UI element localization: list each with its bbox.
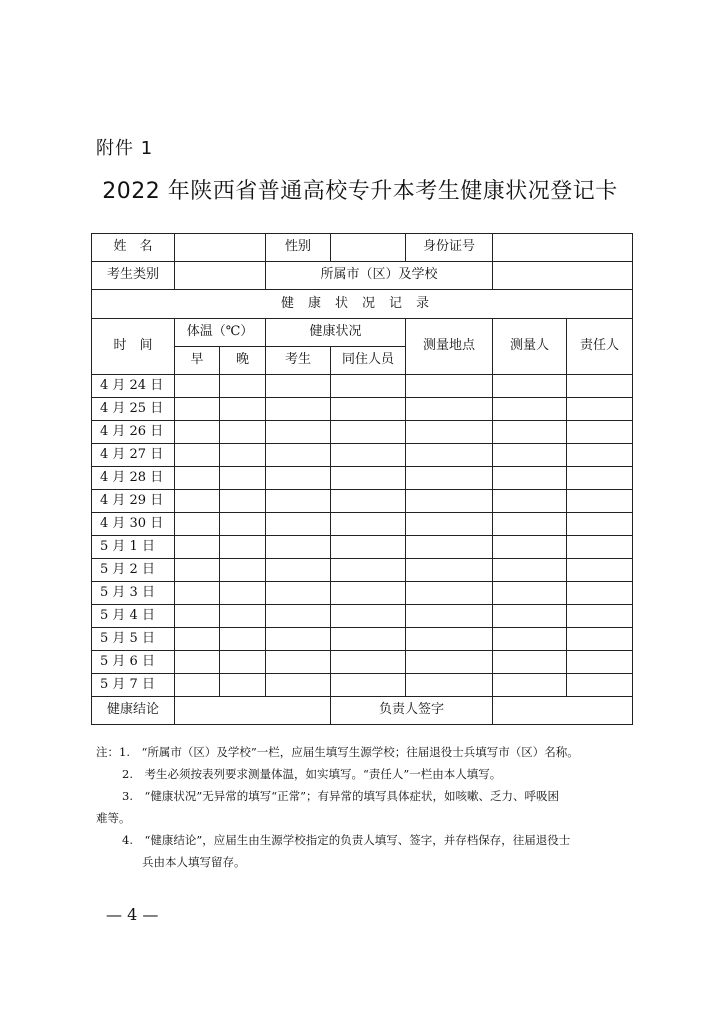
- note-4-cont: 兵由本人填写留存。: [142, 855, 246, 869]
- morning-temp-cell[interactable]: [175, 444, 220, 467]
- location-cell[interactable]: [406, 444, 493, 467]
- table-row: [92, 375, 633, 398]
- note-4: 4. “健康结论”，应届生由生源学校指定的负责人填写、签字，并存档保存，往届退役士: [122, 833, 571, 847]
- morning-temp-cell[interactable]: [175, 421, 220, 444]
- responsible-cell[interactable]: [567, 375, 633, 398]
- morning-temp-cell[interactable]: [175, 651, 220, 674]
- conclusion-label: 健康结论: [92, 697, 175, 725]
- evening-temp-cell[interactable]: [220, 398, 266, 421]
- measurer-cell[interactable]: [493, 513, 567, 536]
- responsible-cell[interactable]: [567, 490, 633, 513]
- location-cell[interactable]: [406, 375, 493, 398]
- date-cell: 4 月 25 日: [92, 398, 175, 421]
- table-row: [92, 605, 633, 628]
- location-cell[interactable]: [406, 651, 493, 674]
- cohabitant-health-cell[interactable]: [331, 536, 406, 559]
- date-rows: [92, 375, 633, 697]
- school-label: 所属市（区）及学校: [266, 262, 493, 290]
- responsible-cell[interactable]: [567, 559, 633, 582]
- location-cell[interactable]: [406, 398, 493, 421]
- examinee-health-cell[interactable]: [266, 375, 331, 398]
- measurer-cell[interactable]: [493, 421, 567, 444]
- measurer-cell[interactable]: [493, 490, 567, 513]
- responsible-cell[interactable]: [567, 674, 633, 697]
- examinee-health-cell[interactable]: [266, 490, 331, 513]
- health-status-label: 健康状况: [266, 319, 406, 347]
- morning-temp-cell[interactable]: [175, 467, 220, 490]
- attachment-label: 附件 1: [96, 138, 154, 159]
- table-row: [92, 490, 633, 513]
- examinee-health-cell[interactable]: [266, 467, 331, 490]
- location-cell[interactable]: [406, 490, 493, 513]
- measurer-cell[interactable]: [493, 375, 567, 398]
- cohabitant-health-cell[interactable]: [331, 628, 406, 651]
- category-cell[interactable]: [175, 262, 266, 290]
- location-label: 测量地点: [406, 319, 493, 375]
- id-cell[interactable]: [493, 234, 633, 262]
- note-3-cont: 难等。: [96, 811, 131, 825]
- measurer-cell[interactable]: [493, 582, 567, 605]
- table-row: [92, 444, 633, 467]
- note-1: 注：1. “所属市（区）及学校”一栏，应届生填写生源学校；往届退役士兵填写市（区）名称。: [96, 745, 579, 759]
- note-3: 3. “健康状况”无异常的填写“正常”；有异常的填写具体症状，如咳嗽、乏力、呼吸困: [122, 789, 559, 803]
- evening-temp-cell[interactable]: [220, 490, 266, 513]
- cohabitant-health-cell[interactable]: [331, 490, 406, 513]
- cohabitant-label: 同住人员: [331, 347, 406, 375]
- table-row: [92, 674, 633, 697]
- name-label: 姓 名: [92, 234, 175, 262]
- time-label: 时 间: [92, 319, 175, 375]
- cohabitant-health-cell[interactable]: [331, 651, 406, 674]
- morning-temp-cell[interactable]: [175, 674, 220, 697]
- responsible-cell[interactable]: [567, 513, 633, 536]
- name-cell[interactable]: [175, 234, 266, 262]
- measurer-cell[interactable]: [493, 467, 567, 490]
- morning-temp-cell[interactable]: [175, 582, 220, 605]
- cohabitant-health-cell[interactable]: [331, 582, 406, 605]
- examinee-health-cell[interactable]: [266, 628, 331, 651]
- evening-temp-cell[interactable]: [220, 375, 266, 398]
- responsible-cell[interactable]: [567, 467, 633, 490]
- evening-label: 晚: [220, 347, 266, 375]
- measurer-cell[interactable]: [493, 536, 567, 559]
- table-row: [92, 628, 633, 651]
- table-row: [92, 421, 633, 444]
- examinee-health-cell[interactable]: [266, 536, 331, 559]
- table-row: [92, 467, 633, 490]
- measurer-cell[interactable]: [493, 651, 567, 674]
- temperature-label: 体温（℃）: [175, 319, 266, 347]
- evening-temp-cell[interactable]: [220, 536, 266, 559]
- record-header: 健康状况记录: [92, 290, 633, 319]
- responsible-cell[interactable]: [567, 536, 633, 559]
- location-cell[interactable]: [406, 421, 493, 444]
- location-cell[interactable]: [406, 559, 493, 582]
- table-row: [92, 513, 633, 536]
- location-cell[interactable]: [406, 536, 493, 559]
- examinee-label: 考生: [266, 347, 331, 375]
- responsible-cell[interactable]: [567, 605, 633, 628]
- evening-temp-cell[interactable]: [220, 444, 266, 467]
- location-cell[interactable]: [406, 582, 493, 605]
- id-label: 身份证号: [406, 234, 493, 262]
- examinee-health-cell[interactable]: [266, 674, 331, 697]
- cohabitant-health-cell[interactable]: [331, 467, 406, 490]
- date-cell: 5 月 3 日: [92, 582, 175, 605]
- measurer-cell[interactable]: [493, 605, 567, 628]
- measurer-label: 测量人: [493, 319, 567, 375]
- page-title: 2022 年陕西省普通高校专升本考生健康状况登记卡: [102, 179, 618, 204]
- date-cell: 4 月 27 日: [92, 444, 175, 467]
- signature-label: 负责人签字: [331, 697, 493, 725]
- date-cell: 5 月 2 日: [92, 559, 175, 582]
- school-cell[interactable]: [493, 262, 633, 290]
- responsible-cell[interactable]: [567, 651, 633, 674]
- evening-temp-cell[interactable]: [220, 605, 266, 628]
- cohabitant-health-cell[interactable]: [331, 398, 406, 421]
- morning-temp-cell[interactable]: [175, 490, 220, 513]
- examinee-health-cell[interactable]: [266, 513, 331, 536]
- page-number: — 4 —: [106, 905, 159, 924]
- responsible-cell[interactable]: [567, 444, 633, 467]
- measurer-cell[interactable]: [493, 444, 567, 467]
- morning-label: 早: [175, 347, 220, 375]
- cohabitant-health-cell[interactable]: [331, 444, 406, 467]
- location-cell[interactable]: [406, 628, 493, 651]
- date-cell: 5 月 1 日: [92, 536, 175, 559]
- cohabitant-health-cell[interactable]: [331, 559, 406, 582]
- evening-temp-cell[interactable]: [220, 421, 266, 444]
- location-cell[interactable]: [406, 674, 493, 697]
- date-cell: 4 月 26 日: [92, 421, 175, 444]
- responsible-cell[interactable]: [567, 628, 633, 651]
- measurer-cell[interactable]: [493, 559, 567, 582]
- notes: [96, 741, 636, 873]
- table-row: [92, 398, 633, 421]
- cohabitant-health-cell[interactable]: [331, 513, 406, 536]
- examinee-health-cell[interactable]: [266, 398, 331, 421]
- date-cell: 5 月 7 日: [92, 674, 175, 697]
- table-row: [92, 536, 633, 559]
- morning-temp-cell[interactable]: [175, 605, 220, 628]
- morning-temp-cell[interactable]: [175, 536, 220, 559]
- note-2: 2. 考生必须按表列要求测量体温，如实填写。“责任人”一栏由本人填写。: [122, 767, 502, 781]
- cohabitant-health-cell[interactable]: [331, 605, 406, 628]
- location-cell[interactable]: [406, 467, 493, 490]
- cohabitant-health-cell[interactable]: [331, 375, 406, 398]
- gender-cell[interactable]: [331, 234, 406, 262]
- cohabitant-health-cell[interactable]: [331, 421, 406, 444]
- evening-temp-cell[interactable]: [220, 513, 266, 536]
- date-cell: 4 月 24 日: [92, 375, 175, 398]
- table-row: [92, 559, 633, 582]
- measurer-cell[interactable]: [493, 398, 567, 421]
- health-registration-table: [91, 233, 633, 725]
- examinee-health-cell[interactable]: [266, 421, 331, 444]
- examinee-health-cell[interactable]: [266, 582, 331, 605]
- measurer-cell[interactable]: [493, 628, 567, 651]
- conclusion-cell[interactable]: [175, 697, 331, 725]
- responsible-cell[interactable]: [567, 582, 633, 605]
- evening-temp-cell[interactable]: [220, 674, 266, 697]
- date-cell: 5 月 4 日: [92, 605, 175, 628]
- date-cell: 5 月 5 日: [92, 628, 175, 651]
- responsible-cell[interactable]: [567, 421, 633, 444]
- morning-temp-cell[interactable]: [175, 628, 220, 651]
- morning-temp-cell[interactable]: [175, 398, 220, 421]
- date-cell: 4 月 29 日: [92, 490, 175, 513]
- cohabitant-health-cell[interactable]: [331, 674, 406, 697]
- responsible-cell[interactable]: [567, 398, 633, 421]
- examinee-health-cell[interactable]: [266, 444, 331, 467]
- signature-cell[interactable]: [493, 697, 633, 725]
- gender-label: 性别: [266, 234, 331, 262]
- responsible-label: 责任人: [567, 319, 633, 375]
- evening-temp-cell[interactable]: [220, 651, 266, 674]
- location-cell[interactable]: [406, 605, 493, 628]
- date-cell: 4 月 28 日: [92, 467, 175, 490]
- morning-temp-cell[interactable]: [175, 375, 220, 398]
- examinee-health-cell[interactable]: [266, 559, 331, 582]
- date-cell: 5 月 6 日: [92, 651, 175, 674]
- evening-temp-cell[interactable]: [220, 628, 266, 651]
- examinee-health-cell[interactable]: [266, 651, 331, 674]
- morning-temp-cell[interactable]: [175, 559, 220, 582]
- evening-temp-cell[interactable]: [220, 559, 266, 582]
- evening-temp-cell[interactable]: [220, 582, 266, 605]
- evening-temp-cell[interactable]: [220, 467, 266, 490]
- measurer-cell[interactable]: [493, 674, 567, 697]
- examinee-health-cell[interactable]: [266, 605, 331, 628]
- morning-temp-cell[interactable]: [175, 513, 220, 536]
- date-cell: 4 月 30 日: [92, 513, 175, 536]
- table-row: [92, 582, 633, 605]
- category-label: 考生类别: [92, 262, 175, 290]
- table-row: [92, 651, 633, 674]
- location-cell[interactable]: [406, 513, 493, 536]
